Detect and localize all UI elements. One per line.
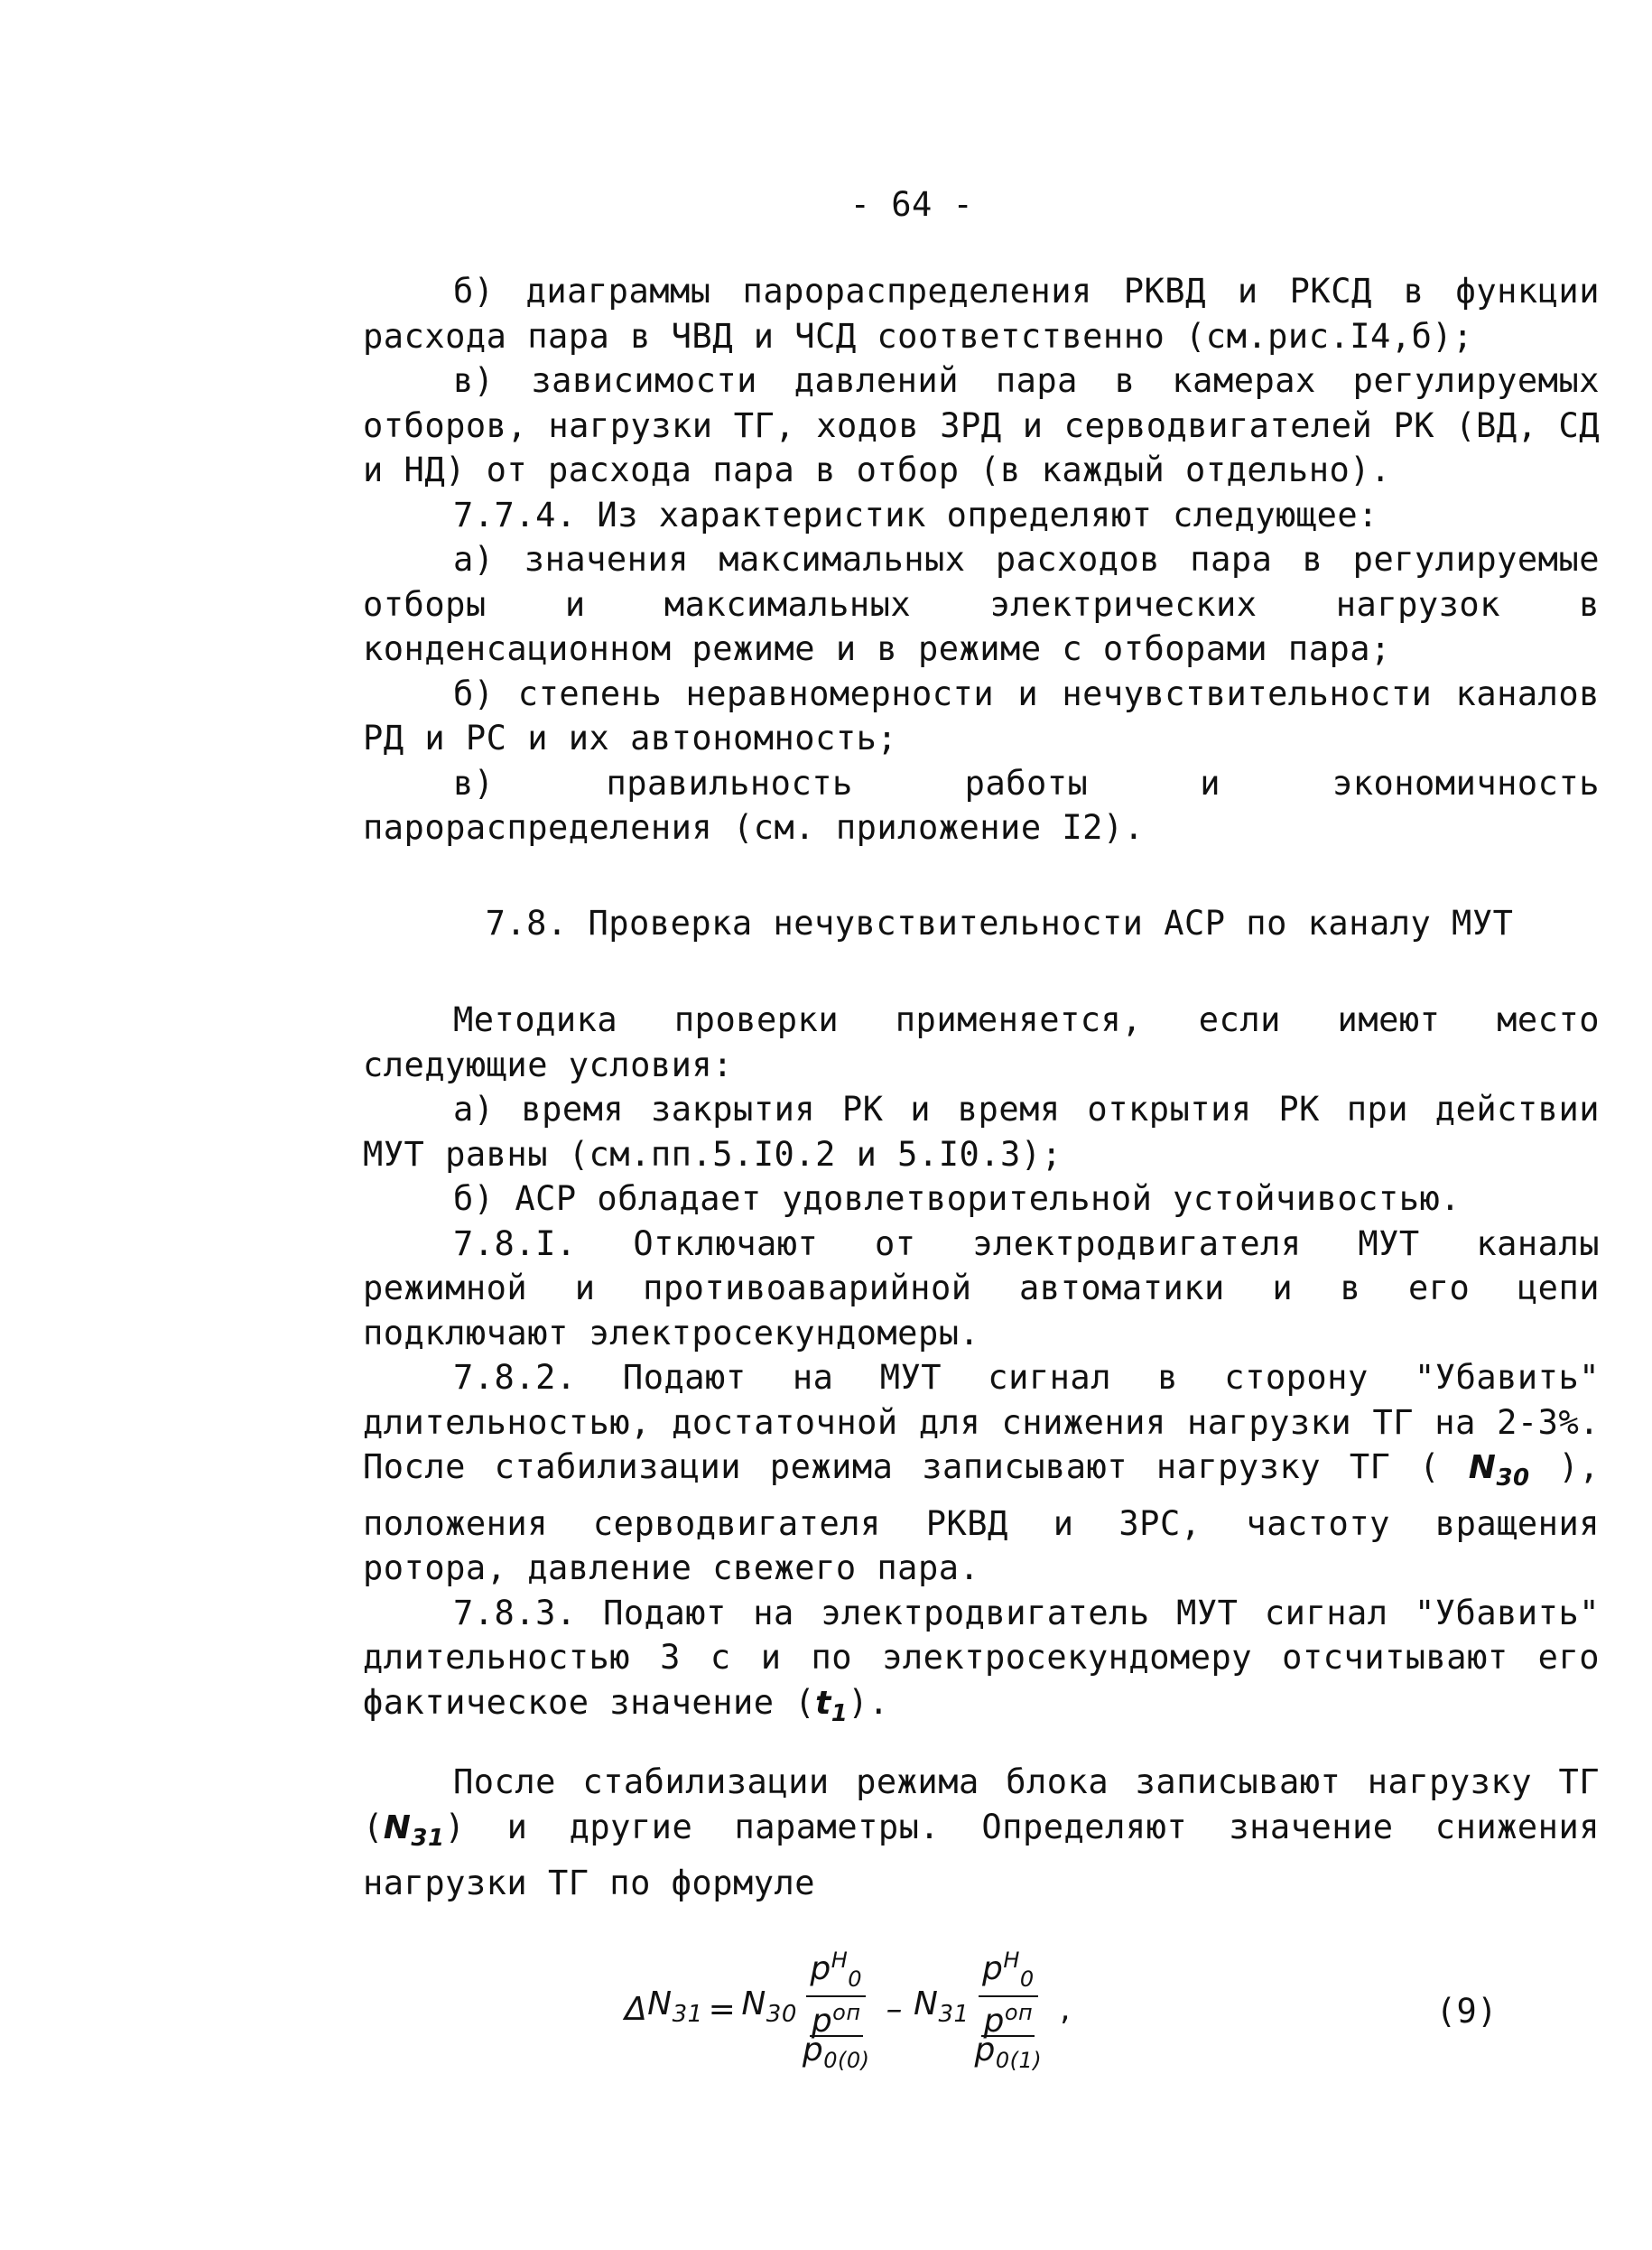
formula-delta: Δ [625, 1990, 648, 2028]
formula-expression [625, 1924, 1071, 2096]
formula-fraction-2 [975, 1946, 1043, 2074]
page-number: - 64 - [849, 185, 974, 224]
paragraph-7-8-2 [363, 1355, 1600, 1591]
paragraph-method: Методика проверки применяется, если имеют место следующие условия: [363, 1000, 1600, 1084]
paragraph-v-correctness: в) правильность работы и экономичность парораспределения (см. приложение I2). [363, 763, 1600, 847]
symbol-t1: $t_1$ [815, 1684, 849, 1727]
paragraph-b-diagrams: б) диаграммы парораспределения РКВД и РКСД в функции расхода пара в ЧВД и ЧСД соответственно (см.рис.I4,б); [363, 272, 1600, 356]
paragraph-a-values: а) значения максимальных расходов пара в регулируемые отборы и максимальных электрических нагрузок в конденсационном режиме и в режиме с отборами пара; [363, 540, 1600, 668]
fraction-1-numerator: $p^Н_0$ [806, 1946, 866, 1997]
formula-minus: – [886, 1990, 903, 2028]
paragraph-7-8-3-part-b: ). [848, 1682, 889, 1722]
paragraph-7-8-1: 7.8.I. Отключают от электродвигателя МУТ каналы режимной и противоаварийной автоматики и в его цепи подключают электросекундомеры. [363, 1223, 1600, 1353]
paragraph-7-7-4: 7.7.4. Из характеристик определяют следующее: [453, 495, 1378, 535]
formula-n31-rhs: $N_{31}$ [914, 1985, 970, 2028]
symbol-n30: $N_{30}$ [1468, 1449, 1530, 1492]
paragraph-v-dependencies: в) зависимости давлений пара в камерах регулируемых отборов, нагрузки ТГ, ходов ЗРД и серводвигателей РК (ВД, СД и НД) от расхода пара в отбор (в каждый отдельно). [363, 361, 1600, 489]
fraction-2-numerator: $p^Н_0$ [979, 1946, 1038, 1997]
paragraph-a-time: а) время закрытия РК и время открытия РК при действии МУТ равны (см.пп.5.I0.2 и 5.I0.3); [363, 1090, 1600, 1174]
paragraph-b-stability: б) АСР обладает удовлетворительной устойчивостью. [453, 1179, 1462, 1218]
paragraph-7-8-2-part-b: ), положения серводвигателя РКВД и ЗРС, частоту вращения ротора, давление свежего пара. [363, 1447, 1600, 1587]
paragraph-after-stabilization [363, 1760, 1600, 1906]
paragraph-after-part-b: ) и другие параметры. Определяют значение снижения нагрузки ТГ по формуле [363, 1807, 1600, 1902]
formula-n30: $N_{30}$ [741, 1985, 797, 2028]
formula-n31-lhs: $N_{31}$ [647, 1985, 703, 2028]
formula-equals: = [708, 1990, 737, 2028]
document-body [363, 269, 1600, 2096]
equation-number: (9) [1435, 1991, 1498, 2031]
paragraph-7-8-3-part-a: 7.8.3. Подают на электродвигатель МУТ сигнал "Убавить" длительностью 3 с и по электросекундомеру отсчитывают его фактическое значение ( [363, 1593, 1600, 1722]
section-heading-7-8: 7.8. Проверка нечувствительности АСР по каналу МУТ [485, 903, 1514, 943]
fraction-2-denominator: $p^{оп}$ $p_{0(1)}$ [974, 1999, 1043, 2073]
formula-9 [363, 1924, 1600, 2096]
paragraph-7-8-3 [363, 1591, 1600, 1737]
paragraph-after-part-a: После стабилизации режима блока записывают нагрузку ТГ ( [363, 1762, 1600, 1846]
paragraph-7-8-2-part-a: 7.8.2. Подают на МУТ сигнал в сторону "Убавить" длительностью, достаточной для снижения нагрузки ТГ на 2-3%. После стабилизации режима записывают нагрузку ТГ ( [363, 1358, 1600, 1486]
fraction-1-denominator: $p^{оп}$ $p_{0(0)}$ [802, 1999, 870, 2073]
formula-fraction-1 [803, 1946, 870, 2074]
paragraph-b-degree: б) степень неравномерности и нечувствительности каналов РД и РС и их автономность; [363, 674, 1600, 758]
formula-comma: , [1060, 1990, 1072, 2028]
symbol-n31: $N_{31}$ [383, 1808, 445, 1852]
